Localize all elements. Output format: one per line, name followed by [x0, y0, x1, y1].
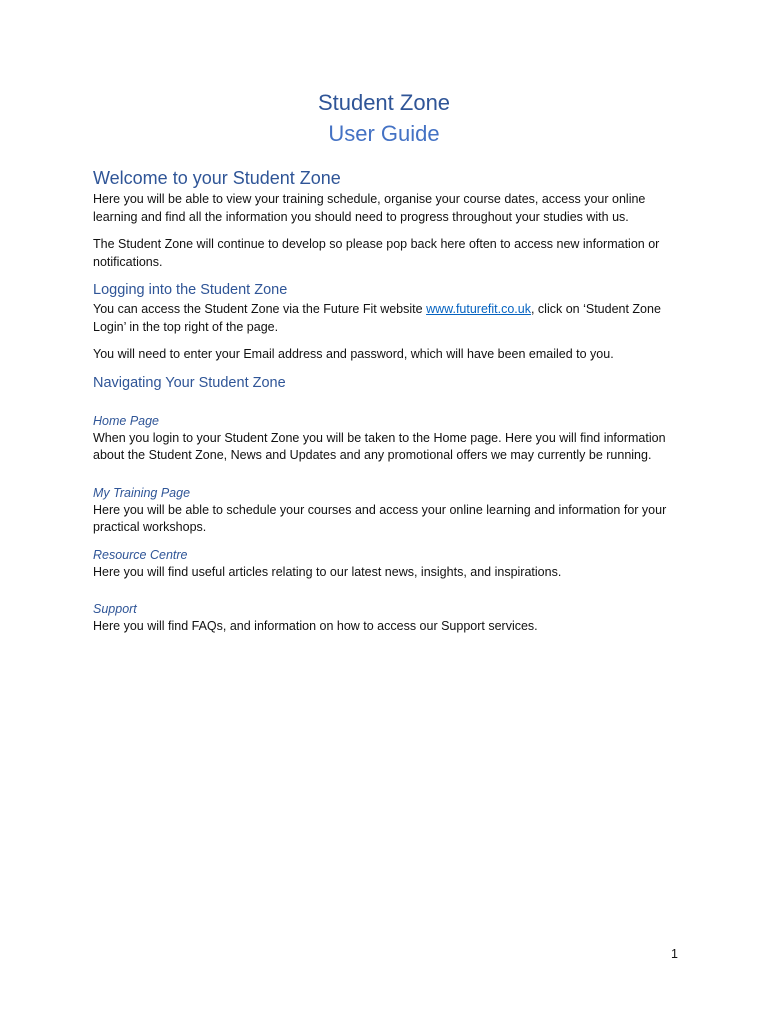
welcome-heading: Welcome to your Student Zone	[93, 168, 341, 188]
futurefit-website-link[interactable]: www.futurefit.co.uk	[426, 302, 531, 316]
logging-in-paragraph-2: You will need to enter your Email address and password, which will have been emailed to you.	[93, 347, 614, 361]
welcome-paragraph-1: Here you will be able to view your training schedule, organise your course dates, access your online learning and find all the information you should need to progress throughout your studies with us.	[93, 192, 646, 224]
section-title-my-training-page: My Training Page	[93, 485, 191, 500]
document-subtitle: User Guide	[328, 121, 440, 146]
document-body	[93, 165, 683, 636]
section-title-resource-centre: Resource Centre	[93, 547, 188, 562]
section-text-home-page: When you login to your Student Zone you will be taken to the Home page. Here you will find information about the Student Zone, News and Updates and any promotional offers we may currently be running.	[93, 430, 666, 462]
logging-in-paragraph-1	[93, 301, 683, 336]
welcome-paragraph-2: The Student Zone will continue to develop so please pop back here often to access new information or notifications.	[93, 237, 660, 269]
section-text-support: Here you will find FAQs, and information on how to access our Support services.	[93, 619, 538, 633]
logging-in-text-after-link: , click on ‘Student Zone Login’ in the top right of the page.	[93, 302, 661, 334]
document-title: Student Zone	[317, 90, 451, 115]
section-text-my-training-page: Here you will be able to schedule your courses and access your online learning and information for your practical workshops.	[93, 502, 667, 534]
logging-in-heading: Logging into the Student Zone	[93, 282, 288, 298]
page-number: 1	[671, 947, 678, 961]
section-title-home-page: Home Page	[93, 413, 160, 428]
title-block	[0, 88, 768, 150]
section-title-support: Support	[93, 602, 137, 616]
section-text-resource-centre: Here you will find useful articles relating to our latest news, insights, and inspirations.	[93, 564, 562, 579]
navigating-heading: Navigating Your Student Zone	[93, 374, 286, 391]
logging-in-text-before-link: You can access the Student Zone via the Future Fit website	[93, 302, 427, 316]
